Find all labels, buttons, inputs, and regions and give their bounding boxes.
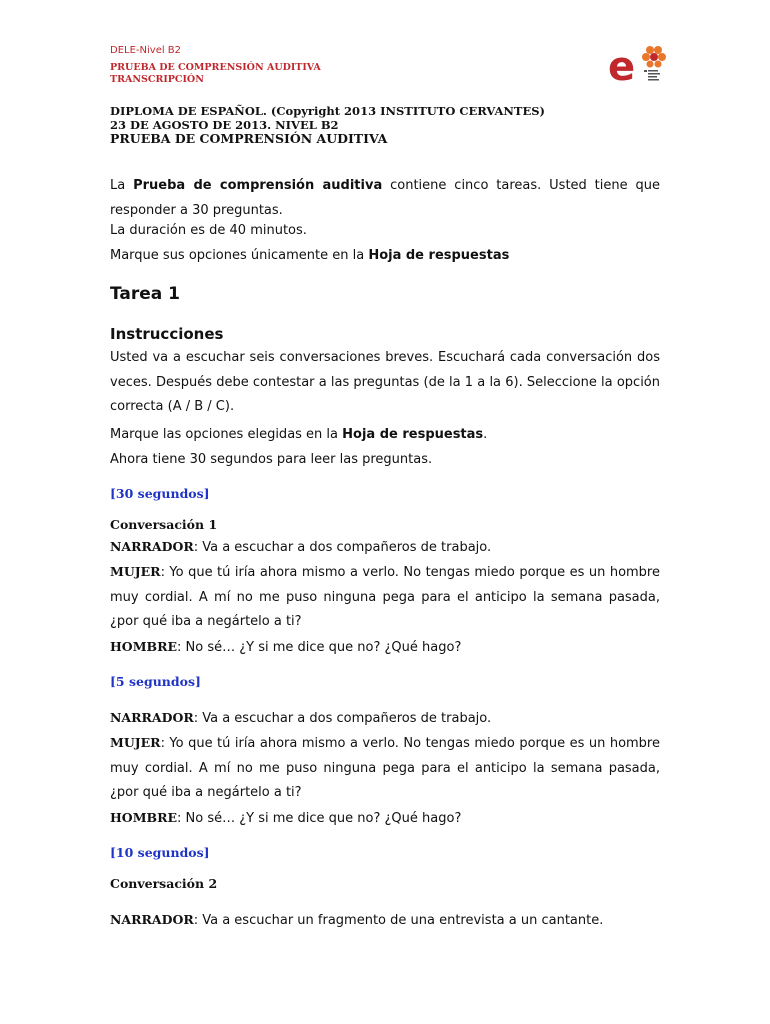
speaker-label: HOMBRE (110, 639, 178, 654)
speaker-label: NARRADOR (110, 912, 194, 927)
tarea-title: Tarea 1 (110, 284, 181, 304)
intro-p1-bold: Prueba de comprensión auditiva (133, 178, 383, 193)
speaker-label: MUJER (110, 564, 161, 579)
speaker-text: : Yo que tú iría ahora mismo a verlo. No tengas miedo porque es un hombre muy cordial. A mí no me puso ninguna pega para el anticipo la semana pasada, ¿por qué iba a negártelo a ti? (110, 565, 660, 629)
speaker-text: : No sé… ¿Y si me dice que no? ¿Qué hago? (177, 811, 462, 826)
conv1-repeat-mujer-line (110, 731, 660, 806)
speaker-text: : Yo que tú iría ahora mismo a verlo. No tengas miedo porque es un hombre muy cordial. A mí no me puso ninguna pega para el anticipo la semana pasada, ¿por qué iba a negártelo a ti? (110, 736, 660, 800)
logo-letter: e (608, 44, 636, 88)
speaker-label: HOMBRE (110, 810, 178, 825)
intro-paragraph-2: La duración es de 40 minutos. (110, 223, 307, 238)
instr-p2-bold: Hoja de respuestas (342, 427, 484, 442)
instructions-paragraph-2 (110, 423, 660, 448)
speaker-text: : Va a escuchar a dos compañeros de trabajo. (193, 711, 492, 726)
instructions-paragraph-1: Usted va a escuchar seis conversaciones breves. Escuchará cada conversación dos veces. Después debe contestar a las preguntas (de la 1 a la 6). Seleccione la opción correcta (A / B / C). (110, 350, 660, 414)
header-line-1: PRUEBA DE COMPRENSIÓN AUDITIVA (110, 62, 321, 73)
time-marker-5: [5 segundos] (110, 674, 201, 689)
speaker-label: MUJER (110, 735, 161, 750)
instr-p2-pre: Marque las opciones elegidas en la (110, 427, 343, 442)
header-line-2: TRANSCRIPCIÓN (110, 74, 204, 85)
conversation-2-title: Conversación 2 (110, 876, 218, 891)
instructions-paragraph-3: Ahora tiene 30 segundos para leer las preguntas. (110, 452, 433, 467)
meta-line-1: DIPLOMA DE ESPAÑOL. (Copyright 2013 INSTITUTO CERVANTES) (110, 104, 545, 118)
conversation-1-title: Conversación 1 (110, 517, 218, 532)
conv1-hombre-line (110, 635, 660, 661)
conv1-narrador-line (110, 535, 660, 561)
speaker-label: NARRADOR (110, 539, 194, 554)
instructions-title: Instrucciones (110, 325, 224, 343)
speaker-label: NARRADOR (110, 710, 194, 725)
speaker-text: : Va a escuchar a dos compañeros de trabajo. (193, 540, 492, 555)
conv1-mujer-line (110, 560, 660, 635)
speaker-text: : No sé… ¿Y si me dice que no? ¿Qué hago? (177, 640, 462, 655)
instituto-cervantes-logo (606, 42, 672, 88)
intro-paragraph-3 (110, 244, 660, 269)
document-meta (110, 104, 545, 146)
intro-p1-post: contiene cinco tareas. Usted tiene que responder a 30 preguntas. (110, 178, 661, 218)
time-marker-10: [10 segundos] (110, 845, 210, 860)
page-header (110, 44, 321, 86)
meta-line-3: PRUEBA DE COMPRENSIÓN AUDITIVA (110, 131, 388, 146)
intro-p1-pre: La (110, 178, 134, 193)
intro-p3-bold: Hoja de respuestas (368, 248, 510, 263)
conv1-repeat-hombre-line (110, 806, 660, 832)
conv1-repeat-narrador-line (110, 706, 660, 732)
intro-paragraph-1 (110, 174, 660, 223)
intro-p3-pre: Marque sus opciones únicamente en la (110, 248, 369, 263)
conv2-narrador-line (110, 908, 660, 934)
time-marker-30: [30 segundos] (110, 486, 210, 501)
instr-p2-post: . (483, 427, 488, 442)
meta-line-2: 23 DE AGOSTO DE 2013. NIVEL B2 (110, 118, 339, 132)
speaker-text: : Va a escuchar un fragmento de una entrevista a un cantante. (193, 913, 604, 928)
header-level: DELE-Nivel B2 (110, 45, 182, 56)
